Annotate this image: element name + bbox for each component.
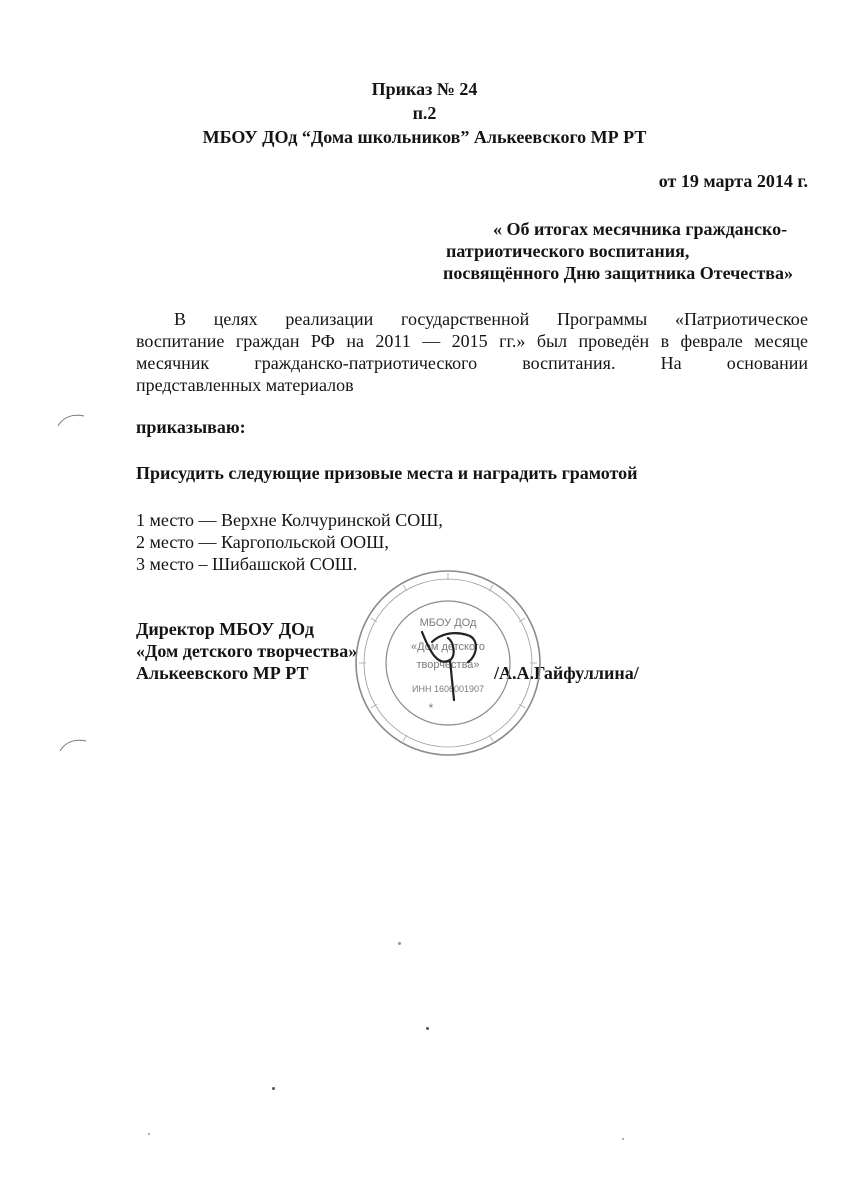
order-item: п.2 <box>412 103 437 123</box>
dust-speck <box>426 1027 429 1030</box>
place-item: 2 место — Каргопольской ООШ, <box>136 532 389 552</box>
subject-line-3: посвящённого Дню защитника Отечества» <box>443 263 794 283</box>
award-instruction: Присудить следующие призовые места и наградить грамотой <box>136 463 638 483</box>
subject-line-1: « Об итогах месячника гражданско- <box>493 219 788 239</box>
stamp-text-2: «Дом детского <box>411 641 485 653</box>
place-item: 1 место — Верхне Колчуринской СОШ, <box>136 510 443 530</box>
signature-title-3: Алькеевского МР РТ <box>136 663 309 683</box>
dust-speck <box>398 942 401 945</box>
order-number: Приказ № 24 <box>371 79 478 99</box>
place-item: 3 место – Шибашской СОШ. <box>136 554 358 574</box>
dust-speck <box>148 1133 150 1135</box>
order-date: от 19 марта 2014 г. <box>658 171 808 191</box>
organization-title: МБОУ ДОд “Дома школьников” Алькеевского МР РТ <box>202 127 647 147</box>
body-paragraph <box>136 308 808 396</box>
dust-speck <box>622 1138 624 1140</box>
subject-line-2: патриотического воспитания, <box>446 241 690 261</box>
signature-scribble <box>410 612 500 702</box>
stamp-text-3: творчества» <box>416 659 480 671</box>
signature-title-1: Директор МБОУ ДОд <box>136 619 314 639</box>
stamp-star-icon: * <box>428 701 434 715</box>
signature-title-2: «Дом детского творчества» <box>136 641 358 661</box>
order-word: приказываю: <box>136 417 246 437</box>
paragraph-line: представленных материалов <box>136 375 354 395</box>
signatory-name: /А.А.Гайфуллина/ <box>494 663 639 683</box>
dust-speck <box>272 1087 275 1090</box>
scan-mark-icon <box>58 737 88 753</box>
paragraph-line: месячник гражданско-патриотического воспитания. На основании <box>136 353 808 373</box>
scan-mark-icon <box>56 412 86 428</box>
stamp-text-1: МБОУ ДОд <box>419 617 477 629</box>
paragraph-line: В целях реализации государственной Программы «Патриотическое <box>174 309 808 329</box>
paragraph-line: воспитание граждан РФ на 2011 — 2015 гг.» был проведён в феврале месяце <box>136 331 808 351</box>
stamp-inn: ИНН 1606001907 <box>411 684 485 694</box>
